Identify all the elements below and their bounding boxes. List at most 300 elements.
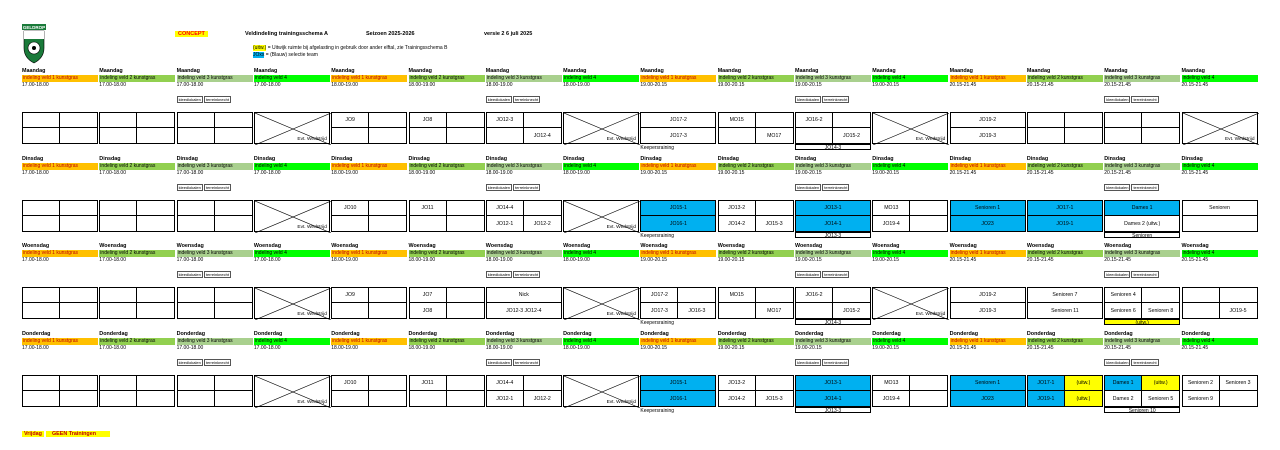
team-slot <box>137 303 174 318</box>
team-slot <box>1183 288 1220 303</box>
team-slot <box>524 113 561 128</box>
team-slot <box>23 376 60 391</box>
field-quadrants <box>99 200 175 232</box>
day-label: Donderdag <box>872 331 901 337</box>
team-slot <box>719 303 756 318</box>
match-label: Evt. Wedstrijd <box>297 225 327 230</box>
field-quadrants <box>486 287 562 319</box>
field-quadrants <box>22 112 98 144</box>
field-label: indeling veld 3 kunstgras <box>177 338 253 345</box>
team-slot <box>910 216 947 231</box>
field-label: indeling veld 2 kunstgras <box>99 338 175 345</box>
team-slot <box>100 391 137 406</box>
day-label: Maandag <box>1026 68 1051 74</box>
time-label: 18.00-19.00 <box>331 345 358 351</box>
team-slot: JO16-3 <box>688 307 706 314</box>
team-slot <box>678 288 715 303</box>
slot-header <box>795 243 871 263</box>
slot-header <box>640 156 716 176</box>
facility-tags <box>795 184 849 191</box>
team-slot <box>178 201 215 216</box>
day-label: Donderdag <box>331 331 360 337</box>
team-slot <box>1028 128 1065 143</box>
day-label: Donderdag <box>253 331 283 337</box>
team-slot <box>215 113 252 128</box>
team-slot: JO19-3 <box>979 307 997 314</box>
team-slot <box>178 128 215 143</box>
time-label: 17.00-18.00 <box>22 82 49 88</box>
field-quadrants <box>1104 200 1180 232</box>
field-label: indeling veld 4 <box>872 250 948 257</box>
slot-header <box>950 331 1026 351</box>
day-label: Maandag <box>1104 68 1128 74</box>
team-slot: JO15-1 <box>641 201 715 216</box>
team-slot: JO19-4 <box>873 216 910 231</box>
team-slot <box>23 113 60 128</box>
field-label: indeling veld 4 <box>563 163 639 170</box>
facility-tag: terreinknecht <box>824 272 848 277</box>
field-label: indeling veld 4 <box>1182 338 1258 345</box>
team-slot: JO17-3 <box>669 132 687 139</box>
field-quadrants <box>1027 375 1103 407</box>
team-slot <box>60 391 97 406</box>
team-slot <box>100 201 137 216</box>
time-label: 18.00-19.00 <box>408 170 436 176</box>
team-slot <box>369 216 406 231</box>
field-label: indeling veld 2 kunstgras <box>409 338 485 345</box>
match-slot <box>563 375 639 407</box>
facility-tag: kleedlokalen <box>797 272 820 277</box>
field-label: indeling veld 1 kunstgras <box>331 75 407 82</box>
field-quadrants <box>640 287 716 319</box>
facility-tag: kleedlokalen <box>797 360 820 365</box>
slot-header <box>563 156 639 176</box>
team-slot <box>756 288 793 303</box>
field-label: indeling veld 4 <box>1182 250 1258 257</box>
team-slot: Senioren 1 <box>951 201 1025 216</box>
slot-header <box>718 331 794 351</box>
field-quadrants <box>640 200 716 232</box>
slot-header <box>99 68 175 88</box>
team-slot <box>23 201 60 216</box>
team-slot: JO16-2 <box>796 113 833 128</box>
time-label: 20.15-21.45 <box>1026 257 1054 263</box>
team-slot <box>137 113 174 128</box>
team-slot <box>137 201 174 216</box>
team-slot <box>332 216 369 231</box>
time-label: 19.00-20.15 <box>640 170 668 176</box>
team-slot: Senioren 3 <box>1220 376 1257 391</box>
slot-header <box>99 156 175 176</box>
facility-tags <box>486 184 540 191</box>
field-quadrants <box>718 112 794 144</box>
field-label: indeling veld 3 kunstgras <box>177 75 253 82</box>
team-slot <box>369 201 406 216</box>
day-label: Dinsdag <box>1104 156 1126 162</box>
slot-header <box>1182 243 1258 263</box>
time-label: 17.00-18.00 <box>22 257 49 263</box>
slot-header <box>795 156 871 176</box>
team-slot: Senioren 8 <box>1148 307 1174 314</box>
legend-yellow: (uitw.) = Uitwijk ruimte bij afgelasting in gebruik door ander elftal, zie Trainingsschema B <box>253 45 448 51</box>
day-label: Maandag <box>253 68 278 74</box>
slot-header <box>331 68 407 88</box>
match-label: Evt. Wedstrijd <box>297 312 327 317</box>
team-slot <box>369 288 406 303</box>
team-slot <box>369 113 406 128</box>
extra-team-label: JO13-3 <box>795 407 871 413</box>
team-slot <box>487 128 524 143</box>
match-slot <box>872 287 948 319</box>
team-slot <box>369 391 406 406</box>
facility-tag: kleedlokalen <box>487 97 511 102</box>
facility-tags <box>1104 271 1158 278</box>
field-label: indeling veld 4 <box>1182 75 1258 82</box>
slot-header <box>22 68 98 88</box>
field-quadrants <box>331 112 407 144</box>
team-slot <box>100 128 137 143</box>
time-label: 18.00-19.00 <box>485 345 513 351</box>
team-slot: JO16-2 <box>796 288 833 303</box>
team-slot: MO17 <box>767 132 782 139</box>
team-slot <box>60 201 97 216</box>
day-label: Woensdag <box>408 243 436 249</box>
extra-team-label: JO13-3 <box>795 232 871 238</box>
field-label: indeling veld 2 kunstgras <box>99 75 175 82</box>
team-slot <box>447 128 484 143</box>
team-slot <box>447 303 484 318</box>
field-quadrants <box>22 375 98 407</box>
extra-team-label: JO14-3 <box>795 319 871 325</box>
team-slot: JO12-3 <box>487 113 524 128</box>
day-label: Dinsdag <box>176 156 198 162</box>
field-label: indeling veld 2 kunstgras <box>718 338 794 345</box>
field-quadrants <box>177 287 253 319</box>
time-label: 20.15-21.45 <box>1104 82 1131 88</box>
slot-header <box>1027 156 1103 176</box>
team-slot <box>215 376 252 391</box>
team-slot: JO16-1 <box>641 391 715 406</box>
time-label: 19.00-20.15 <box>717 170 745 176</box>
field-label: indeling veld 2 kunstgras <box>409 75 485 82</box>
field-label: indeling veld 4 <box>563 75 639 82</box>
field-label: indeling veld 1 kunstgras <box>950 75 1026 82</box>
team-slot: Senioren 7 <box>1028 288 1102 303</box>
team-slot <box>1142 128 1179 143</box>
time-label: 18.00-19.00 <box>485 257 513 263</box>
team-slot <box>60 113 97 128</box>
team-slot <box>100 303 137 318</box>
time-label: 20.15-21.45 <box>949 82 977 88</box>
day-label: Dinsdag <box>99 156 121 162</box>
team-slot: Dames 2 <box>1105 391 1142 406</box>
slot-header <box>1104 243 1180 263</box>
slot-header <box>950 243 1026 263</box>
facility-tag: kleedlokalen <box>487 360 511 365</box>
facility-tag: kleedlokalen <box>1106 185 1129 190</box>
field-label: indeling veld 1 kunstgras <box>950 163 1026 170</box>
team-slot <box>410 391 447 406</box>
facility-tag: kleedlokalen <box>797 97 820 102</box>
friday-note: Vrijdag GEEN Trainingen <box>22 431 110 437</box>
slot-header <box>1104 331 1180 351</box>
day-label: Dinsdag <box>717 156 739 162</box>
team-slot: JO14-2 <box>719 216 756 231</box>
day-label: Maandag <box>640 68 664 74</box>
team-slot <box>756 201 793 216</box>
time-label: 17.00-18.00 <box>22 345 49 351</box>
match-slot <box>254 112 330 144</box>
time-label: 18.00-19.00 <box>408 82 436 88</box>
slot-header <box>486 68 562 88</box>
time-label: 17.00-18.00 <box>253 170 281 176</box>
match-slot <box>872 112 948 144</box>
team-slot: JO13-1 <box>796 376 870 391</box>
field-label: indeling veld 3 kunstgras <box>486 250 562 257</box>
slot-header <box>177 156 253 176</box>
time-label: 19.00-20.15 <box>717 257 745 263</box>
facility-tags <box>1104 359 1158 366</box>
slot-header <box>99 331 175 351</box>
field-label: indeling veld 2 kunstgras <box>1027 75 1103 82</box>
keeper-training-label: Keepersraining <box>640 145 675 151</box>
time-label: 20.15-21.45 <box>1104 170 1131 176</box>
field-label: indeling veld 2 kunstgras <box>1027 250 1103 257</box>
match-label: Evt. Wedstrijd <box>606 400 637 405</box>
field-quadrants <box>1104 375 1180 407</box>
team-slot <box>447 113 484 128</box>
day-label: Dinsdag <box>563 156 585 162</box>
facility-tag: kleedlokalen <box>1106 97 1129 102</box>
team-slot: Dames 1 <box>1105 376 1142 391</box>
field-label: indeling veld 3 kunstgras <box>1104 338 1180 345</box>
day-label: Donderdag <box>485 331 515 337</box>
field-quadrants <box>331 375 407 407</box>
day-label: Woensdag <box>1181 243 1209 249</box>
field-label: indeling veld 1 kunstgras <box>331 250 407 257</box>
team-slot: JO17-2 <box>641 113 715 128</box>
team-slot: Senioren 1 <box>951 376 1025 391</box>
field-quadrants <box>331 200 407 232</box>
field-label: indeling veld 3 kunstgras <box>486 338 562 345</box>
day-label: Woensdag <box>872 243 900 249</box>
team-slot: JO7 <box>410 288 447 303</box>
field-quadrants <box>409 200 485 232</box>
match-label: Evt. Wedstrijd <box>915 137 946 142</box>
field-quadrants <box>177 375 253 407</box>
team-slot <box>137 376 174 391</box>
concept-label: CONCEPT <box>175 31 208 38</box>
field-label: indeling veld 4 <box>254 75 330 82</box>
field-quadrants <box>795 112 871 144</box>
team-slot: JO23 <box>951 216 1025 231</box>
facility-tag: kleedlokalen <box>178 185 201 190</box>
match-slot <box>563 200 639 232</box>
slot-header <box>563 243 639 263</box>
team-slot: JO19-4 <box>873 391 910 406</box>
season-label: Seizoen 2025-2026 <box>366 31 415 37</box>
team-slot: JO17-1 <box>1028 201 1102 216</box>
field-quadrants <box>331 287 407 319</box>
facility-tags <box>486 271 540 278</box>
slot-header <box>409 331 485 351</box>
team-slot <box>1220 288 1257 303</box>
day-label: Donderdag <box>176 331 206 337</box>
team-slot: JO19-2 <box>951 288 1025 303</box>
facility-tags <box>1104 184 1158 191</box>
team-slot: JO12-4 <box>533 132 551 139</box>
team-slot: JO14-4 <box>487 376 524 391</box>
field-quadrants <box>872 200 948 232</box>
team-slot <box>910 376 947 391</box>
field-label: indeling veld 2 kunstgras <box>99 163 175 170</box>
slot-header <box>331 243 407 263</box>
time-label: 18.00-19.00 <box>485 170 513 176</box>
slot-header <box>254 243 330 263</box>
field-quadrants <box>409 287 485 319</box>
team-slot <box>756 376 793 391</box>
field-label: indeling veld 1 kunstgras <box>22 338 98 345</box>
slot-header <box>1182 156 1258 176</box>
field-label: indeling veld 2 kunstgras <box>409 163 485 170</box>
field-label: indeling veld 3 kunstgras <box>1104 163 1180 170</box>
slot-header <box>872 156 948 176</box>
version-label: versie 2 6 juli 2025 <box>484 31 533 37</box>
team-slot <box>447 391 484 406</box>
facility-tags <box>177 184 231 191</box>
slot-header <box>1182 68 1258 88</box>
extra-team-label: Senioren <box>1104 232 1180 238</box>
field-quadrants <box>99 287 175 319</box>
team-slot: JO15-2 <box>842 132 860 139</box>
team-slot: Senioren 9 <box>1183 391 1220 406</box>
team-slot: (uitw.) <box>1065 376 1102 391</box>
time-label: 17.00-18.00 <box>22 170 49 176</box>
day-label: Maandag <box>22 68 46 74</box>
day-label: Donderdag <box>563 331 592 337</box>
team-slot <box>410 128 447 143</box>
time-label: 20.15-21.45 <box>1104 257 1131 263</box>
team-slot: JO19-3 <box>979 132 997 139</box>
slot-header <box>486 331 562 351</box>
match-label: Evt. Wedstrijd <box>297 400 327 405</box>
field-quadrants <box>795 375 871 407</box>
field-quadrants <box>1104 287 1180 319</box>
team-slot: Senioren 4 <box>1105 288 1142 303</box>
day-label: Dinsdag <box>408 156 430 162</box>
facility-tag: terreinknecht <box>1133 97 1157 102</box>
team-slot: MO13 <box>873 376 910 391</box>
field-label: indeling veld 1 kunstgras <box>640 250 716 257</box>
match-slot <box>254 287 330 319</box>
slot-header <box>872 68 948 88</box>
team-slot <box>178 391 215 406</box>
slot-header <box>1104 156 1180 176</box>
facility-tags <box>1104 96 1158 103</box>
team-slot: JO17-1 <box>1028 376 1065 391</box>
field-label: indeling veld 4 <box>563 250 639 257</box>
field-label: indeling veld 1 kunstgras <box>22 250 98 257</box>
time-label: 17.00-18.00 <box>176 257 204 263</box>
team-slot <box>719 128 756 143</box>
team-slot: MO17 <box>767 307 782 314</box>
time-label: 20.15-21.45 <box>1026 82 1054 88</box>
time-label: 17.00-18.00 <box>99 82 126 88</box>
time-label: 17.00-18.00 <box>176 170 204 176</box>
facility-tags <box>177 96 231 103</box>
slot-header <box>640 68 716 88</box>
team-slot <box>100 376 137 391</box>
slot-header <box>872 243 948 263</box>
team-slot <box>1065 113 1102 128</box>
field-quadrants <box>795 287 871 319</box>
field-label: indeling veld 3 kunstgras <box>795 338 871 345</box>
day-label: Dinsdag <box>872 156 894 162</box>
field-label: indeling veld 3 kunstgras <box>177 250 253 257</box>
facility-tag: terreinknecht <box>205 97 229 102</box>
time-label: 20.15-21.45 <box>1181 345 1209 351</box>
team-slot <box>215 128 252 143</box>
alternate-label: (uitw.) <box>1104 319 1180 325</box>
day-label: Maandag <box>949 68 973 74</box>
time-label: 20.15-21.45 <box>949 345 977 351</box>
time-label: 20.15-21.45 <box>949 257 977 263</box>
field-label: indeling veld 3 kunstgras <box>1104 75 1180 82</box>
field-quadrants <box>640 112 716 144</box>
team-slot <box>137 216 174 231</box>
day-label: Woensdag <box>485 243 513 249</box>
field-quadrants <box>1182 375 1258 407</box>
field-label: indeling veld 1 kunstgras <box>22 75 98 82</box>
team-slot: (uitw.) <box>1142 376 1179 391</box>
field-label: indeling veld 3 kunstgras <box>1104 250 1180 257</box>
team-slot <box>756 113 793 128</box>
day-label: Woensdag <box>1026 243 1055 249</box>
team-slot: JO19-2 <box>951 113 1025 128</box>
field-label: indeling veld 3 kunstgras <box>795 75 871 82</box>
team-slot <box>23 288 60 303</box>
field-label: indeling veld 4 <box>254 338 330 345</box>
team-slot: JO15-2 <box>842 307 860 314</box>
team-slot <box>137 128 174 143</box>
team-slot: JO12-1 <box>487 391 524 406</box>
field-label: indeling veld 2 kunstgras <box>1027 338 1103 345</box>
time-label: 20.15-21.45 <box>1026 170 1054 176</box>
time-label: 17.00-18.00 <box>176 345 204 351</box>
team-slot: JO12-3 JO12-4 <box>506 307 542 314</box>
day-label: Woensdag <box>176 243 204 249</box>
time-label: 19.00-20.15 <box>872 257 899 263</box>
facility-tag: terreinknecht <box>515 272 539 277</box>
facility-tag: terreinknecht <box>205 360 229 365</box>
day-label: Maandag <box>331 68 355 74</box>
slot-header <box>99 243 175 263</box>
team-slot <box>1183 216 1257 231</box>
time-label: 19.00-20.15 <box>640 257 668 263</box>
team-slot <box>410 216 447 231</box>
team-slot: Senioren <box>1183 201 1257 216</box>
field-label: indeling veld 1 kunstgras <box>950 338 1026 345</box>
field-label: indeling veld 2 kunstgras <box>718 250 794 257</box>
team-slot <box>796 303 833 318</box>
time-label: 19.00-20.15 <box>872 345 899 351</box>
slot-header <box>177 243 253 263</box>
day-label: Donderdag <box>949 331 979 337</box>
slot-header <box>409 243 485 263</box>
facility-tags <box>177 359 231 366</box>
field-label: indeling veld 1 kunstgras <box>950 250 1026 257</box>
time-label: 17.00-18.00 <box>253 345 281 351</box>
